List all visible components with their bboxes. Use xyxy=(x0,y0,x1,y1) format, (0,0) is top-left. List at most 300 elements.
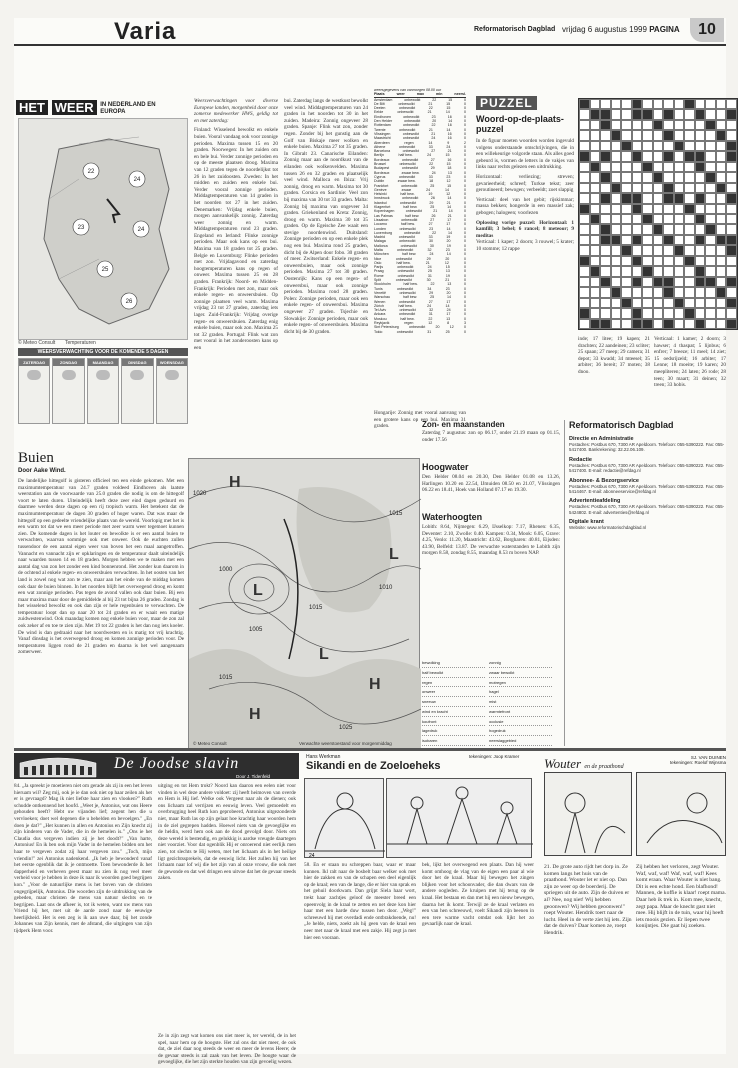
crossword-cell[interactable] xyxy=(716,256,727,266)
crossword-cell[interactable] xyxy=(726,256,737,266)
crossword-cell[interactable] xyxy=(695,99,706,109)
crossword-cell[interactable] xyxy=(590,277,601,287)
crossword-cell[interactable] xyxy=(653,120,664,130)
crossword-cell[interactable] xyxy=(632,109,643,119)
crossword-cell[interactable] xyxy=(663,99,674,109)
crossword-cell[interactable] xyxy=(621,256,632,266)
crossword-cell[interactable] xyxy=(674,308,685,318)
crossword-cell[interactable] xyxy=(600,193,611,203)
crossword-cell[interactable] xyxy=(653,172,664,182)
crossword-cell[interactable] xyxy=(579,266,590,276)
crossword-cell[interactable] xyxy=(726,308,737,318)
crossword-cell[interactable] xyxy=(600,235,611,245)
crossword-cell[interactable] xyxy=(590,120,601,130)
crossword-cell[interactable] xyxy=(600,224,611,234)
crossword-cell[interactable] xyxy=(621,141,632,151)
crossword-cell[interactable] xyxy=(632,120,643,130)
crossword-cell[interactable] xyxy=(632,308,643,318)
crossword-cell[interactable] xyxy=(695,151,706,161)
crossword-cell[interactable] xyxy=(663,183,674,193)
crossword-cell[interactable] xyxy=(579,277,590,287)
crossword-cell[interactable] xyxy=(642,235,653,245)
crossword-cell[interactable] xyxy=(716,224,727,234)
crossword-cell[interactable] xyxy=(611,120,622,130)
crossword-cell[interactable] xyxy=(674,183,685,193)
crossword-cell[interactable] xyxy=(716,120,727,130)
crossword-cell[interactable] xyxy=(663,172,674,182)
crossword-cell[interactable] xyxy=(642,162,653,172)
crossword-cell[interactable] xyxy=(695,245,706,255)
crossword-cell[interactable] xyxy=(590,235,601,245)
crossword-cell[interactable] xyxy=(705,99,716,109)
crossword-cell[interactable] xyxy=(695,308,706,318)
crossword-cell[interactable] xyxy=(642,298,653,308)
crossword-cell[interactable] xyxy=(663,287,674,297)
crossword-cell[interactable] xyxy=(705,298,716,308)
crossword-cell[interactable] xyxy=(663,162,674,172)
crossword-cell[interactable] xyxy=(611,214,622,224)
crossword-cell[interactable] xyxy=(632,224,643,234)
crossword-cell[interactable] xyxy=(653,109,664,119)
crossword-cell[interactable] xyxy=(611,298,622,308)
crossword-cell[interactable] xyxy=(716,245,727,255)
crossword-cell[interactable] xyxy=(579,99,590,109)
crossword-cell[interactable] xyxy=(726,130,737,140)
crossword-cell[interactable] xyxy=(716,141,727,151)
crossword-cell[interactable] xyxy=(600,204,611,214)
crossword-cell[interactable] xyxy=(611,204,622,214)
crossword-cell[interactable] xyxy=(684,308,695,318)
crossword-cell[interactable] xyxy=(632,204,643,214)
crossword-cell[interactable] xyxy=(621,193,632,203)
crossword-cell[interactable] xyxy=(674,130,685,140)
crossword-cell[interactable] xyxy=(653,298,664,308)
crossword-cell[interactable] xyxy=(705,204,716,214)
crossword-cell[interactable] xyxy=(632,162,643,172)
crossword-cell[interactable] xyxy=(684,109,695,119)
crossword-cell[interactable] xyxy=(674,224,685,234)
crossword-cell[interactable] xyxy=(611,235,622,245)
crossword-cell[interactable] xyxy=(653,235,664,245)
crossword-cell[interactable] xyxy=(684,193,695,203)
crossword-cell[interactable] xyxy=(632,151,643,161)
crossword-grid[interactable] xyxy=(578,98,738,330)
crossword-cell[interactable] xyxy=(579,224,590,234)
crossword-cell[interactable] xyxy=(716,266,727,276)
crossword-cell[interactable] xyxy=(716,162,727,172)
crossword-cell[interactable] xyxy=(579,151,590,161)
crossword-cell[interactable] xyxy=(684,298,695,308)
crossword-cell[interactable] xyxy=(632,183,643,193)
crossword-cell[interactable] xyxy=(621,277,632,287)
crossword-cell[interactable] xyxy=(684,141,695,151)
crossword-cell[interactable] xyxy=(674,256,685,266)
crossword-cell[interactable] xyxy=(663,245,674,255)
crossword-cell[interactable] xyxy=(611,277,622,287)
crossword-cell[interactable] xyxy=(632,256,643,266)
crossword-cell[interactable] xyxy=(695,130,706,140)
crossword-cell[interactable] xyxy=(695,172,706,182)
crossword-cell[interactable] xyxy=(632,193,643,203)
crossword-cell[interactable] xyxy=(684,266,695,276)
crossword-cell[interactable] xyxy=(600,277,611,287)
crossword-cell[interactable] xyxy=(684,319,695,329)
crossword-cell[interactable] xyxy=(726,277,737,287)
crossword-cell[interactable] xyxy=(611,99,622,109)
crossword-cell[interactable] xyxy=(705,151,716,161)
crossword-cell[interactable] xyxy=(695,141,706,151)
crossword-cell[interactable] xyxy=(611,245,622,255)
crossword-cell[interactable] xyxy=(653,99,664,109)
crossword-cell[interactable] xyxy=(632,245,643,255)
crossword-cell[interactable] xyxy=(642,266,653,276)
crossword-cell[interactable] xyxy=(611,151,622,161)
crossword-cell[interactable] xyxy=(726,172,737,182)
crossword-cell[interactable] xyxy=(663,298,674,308)
crossword-cell[interactable] xyxy=(695,183,706,193)
crossword-cell[interactable] xyxy=(590,308,601,318)
crossword-cell[interactable] xyxy=(663,151,674,161)
crossword-cell[interactable] xyxy=(590,204,601,214)
crossword-cell[interactable] xyxy=(705,193,716,203)
crossword-cell[interactable] xyxy=(684,172,695,182)
crossword-cell[interactable] xyxy=(590,266,601,276)
crossword-cell[interactable] xyxy=(716,214,727,224)
crossword-cell[interactable] xyxy=(684,235,695,245)
crossword-cell[interactable] xyxy=(674,245,685,255)
crossword-cell[interactable] xyxy=(663,109,674,119)
crossword-cell[interactable] xyxy=(726,235,737,245)
crossword-cell[interactable] xyxy=(600,183,611,193)
crossword-cell[interactable] xyxy=(621,130,632,140)
crossword-cell[interactable] xyxy=(705,130,716,140)
crossword-cell[interactable] xyxy=(621,172,632,182)
crossword-cell[interactable] xyxy=(726,224,737,234)
crossword-cell[interactable] xyxy=(674,141,685,151)
crossword-cell[interactable] xyxy=(726,204,737,214)
crossword-cell[interactable] xyxy=(642,99,653,109)
crossword-cell[interactable] xyxy=(621,308,632,318)
crossword-cell[interactable] xyxy=(579,298,590,308)
crossword-cell[interactable] xyxy=(684,204,695,214)
crossword-cell[interactable] xyxy=(621,298,632,308)
crossword-cell[interactable] xyxy=(621,214,632,224)
crossword-cell[interactable] xyxy=(579,141,590,151)
crossword-cell[interactable] xyxy=(600,120,611,130)
crossword-cell[interactable] xyxy=(579,245,590,255)
crossword-cell[interactable] xyxy=(674,214,685,224)
crossword-cell[interactable] xyxy=(705,109,716,119)
crossword-cell[interactable] xyxy=(642,109,653,119)
crossword-cell[interactable] xyxy=(705,266,716,276)
crossword-cell[interactable] xyxy=(600,109,611,119)
crossword-cell[interactable] xyxy=(726,183,737,193)
crossword-cell[interactable] xyxy=(621,109,632,119)
crossword-cell[interactable] xyxy=(695,109,706,119)
crossword-cell[interactable] xyxy=(632,298,643,308)
crossword-cell[interactable] xyxy=(642,141,653,151)
crossword-cell[interactable] xyxy=(705,287,716,297)
crossword-cell[interactable] xyxy=(653,193,664,203)
crossword-cell[interactable] xyxy=(600,287,611,297)
crossword-cell[interactable] xyxy=(621,224,632,234)
crossword-cell[interactable] xyxy=(590,130,601,140)
crossword-cell[interactable] xyxy=(653,151,664,161)
crossword-cell[interactable] xyxy=(579,162,590,172)
crossword-cell[interactable] xyxy=(611,266,622,276)
crossword-cell[interactable] xyxy=(632,214,643,224)
crossword-cell[interactable] xyxy=(674,277,685,287)
crossword-cell[interactable] xyxy=(695,120,706,130)
crossword-cell[interactable] xyxy=(611,256,622,266)
crossword-cell[interactable] xyxy=(705,256,716,266)
crossword-cell[interactable] xyxy=(590,141,601,151)
crossword-cell[interactable] xyxy=(684,151,695,161)
crossword-cell[interactable] xyxy=(600,256,611,266)
crossword-cell[interactable] xyxy=(684,287,695,297)
crossword-cell[interactable] xyxy=(590,256,601,266)
crossword-cell[interactable] xyxy=(642,277,653,287)
crossword-cell[interactable] xyxy=(663,120,674,130)
crossword-cell[interactable] xyxy=(611,130,622,140)
crossword-cell[interactable] xyxy=(716,109,727,119)
crossword-cell[interactable] xyxy=(726,193,737,203)
crossword-cell[interactable] xyxy=(684,99,695,109)
crossword-cell[interactable] xyxy=(642,120,653,130)
crossword-cell[interactable] xyxy=(579,214,590,224)
crossword-cell[interactable] xyxy=(632,172,643,182)
crossword-cell[interactable] xyxy=(705,235,716,245)
crossword-cell[interactable] xyxy=(726,214,737,224)
crossword-cell[interactable] xyxy=(642,183,653,193)
crossword-cell[interactable] xyxy=(695,193,706,203)
crossword-cell[interactable] xyxy=(663,319,674,329)
crossword-cell[interactable] xyxy=(600,151,611,161)
crossword-cell[interactable] xyxy=(684,224,695,234)
crossword-cell[interactable] xyxy=(611,162,622,172)
crossword-cell[interactable] xyxy=(684,162,695,172)
crossword-cell[interactable] xyxy=(705,224,716,234)
crossword-cell[interactable] xyxy=(716,193,727,203)
crossword-cell[interactable] xyxy=(674,319,685,329)
crossword-cell[interactable] xyxy=(663,266,674,276)
crossword-cell[interactable] xyxy=(663,193,674,203)
crossword-cell[interactable] xyxy=(590,245,601,255)
crossword-cell[interactable] xyxy=(632,266,643,276)
crossword-cell[interactable] xyxy=(600,130,611,140)
crossword-cell[interactable] xyxy=(716,151,727,161)
crossword-cell[interactable] xyxy=(590,109,601,119)
crossword-cell[interactable] xyxy=(684,120,695,130)
crossword-cell[interactable] xyxy=(716,130,727,140)
crossword-cell[interactable] xyxy=(726,141,737,151)
crossword-cell[interactable] xyxy=(716,204,727,214)
crossword-cell[interactable] xyxy=(663,235,674,245)
crossword-cell[interactable] xyxy=(611,287,622,297)
crossword-cell[interactable] xyxy=(705,308,716,318)
crossword-cell[interactable] xyxy=(579,193,590,203)
crossword-cell[interactable] xyxy=(590,172,601,182)
crossword-cell[interactable] xyxy=(611,109,622,119)
crossword-cell[interactable] xyxy=(695,235,706,245)
crossword-cell[interactable] xyxy=(590,214,601,224)
crossword-cell[interactable] xyxy=(695,162,706,172)
crossword-cell[interactable] xyxy=(716,287,727,297)
crossword-cell[interactable] xyxy=(695,319,706,329)
crossword-cell[interactable] xyxy=(674,99,685,109)
crossword-cell[interactable] xyxy=(726,120,737,130)
crossword-cell[interactable] xyxy=(653,256,664,266)
crossword-cell[interactable] xyxy=(590,319,601,329)
crossword-cell[interactable] xyxy=(705,120,716,130)
crossword-cell[interactable] xyxy=(653,183,664,193)
crossword-cell[interactable] xyxy=(621,245,632,255)
crossword-cell[interactable] xyxy=(579,204,590,214)
crossword-cell[interactable] xyxy=(716,298,727,308)
crossword-cell[interactable] xyxy=(716,277,727,287)
crossword-cell[interactable] xyxy=(674,204,685,214)
crossword-cell[interactable] xyxy=(642,256,653,266)
crossword-cell[interactable] xyxy=(716,308,727,318)
crossword-cell[interactable] xyxy=(674,109,685,119)
crossword-cell[interactable] xyxy=(590,193,601,203)
crossword-cell[interactable] xyxy=(590,151,601,161)
crossword-cell[interactable] xyxy=(695,287,706,297)
crossword-cell[interactable] xyxy=(705,245,716,255)
crossword-cell[interactable] xyxy=(663,308,674,318)
crossword-cell[interactable] xyxy=(590,99,601,109)
crossword-cell[interactable] xyxy=(653,319,664,329)
crossword-cell[interactable] xyxy=(695,256,706,266)
crossword-cell[interactable] xyxy=(611,141,622,151)
crossword-cell[interactable] xyxy=(579,308,590,318)
crossword-cell[interactable] xyxy=(663,141,674,151)
crossword-cell[interactable] xyxy=(663,224,674,234)
crossword-cell[interactable] xyxy=(684,214,695,224)
crossword-cell[interactable] xyxy=(642,193,653,203)
crossword-cell[interactable] xyxy=(600,162,611,172)
crossword-cell[interactable] xyxy=(642,245,653,255)
crossword-cell[interactable] xyxy=(653,224,664,234)
crossword-cell[interactable] xyxy=(705,141,716,151)
crossword-cell[interactable] xyxy=(600,298,611,308)
crossword-cell[interactable] xyxy=(674,151,685,161)
crossword-cell[interactable] xyxy=(632,277,643,287)
crossword-cell[interactable] xyxy=(653,287,664,297)
crossword-cell[interactable] xyxy=(705,162,716,172)
crossword-cell[interactable] xyxy=(642,287,653,297)
crossword-cell[interactable] xyxy=(579,130,590,140)
crossword-cell[interactable] xyxy=(579,120,590,130)
crossword-cell[interactable] xyxy=(611,308,622,318)
crossword-cell[interactable] xyxy=(674,172,685,182)
crossword-cell[interactable] xyxy=(611,172,622,182)
crossword-cell[interactable] xyxy=(726,109,737,119)
crossword-cell[interactable] xyxy=(642,224,653,234)
crossword-cell[interactable] xyxy=(600,266,611,276)
crossword-cell[interactable] xyxy=(705,277,716,287)
crossword-cell[interactable] xyxy=(579,172,590,182)
crossword-cell[interactable] xyxy=(632,235,643,245)
crossword-cell[interactable] xyxy=(621,162,632,172)
crossword-cell[interactable] xyxy=(653,130,664,140)
crossword-cell[interactable] xyxy=(590,298,601,308)
crossword-cell[interactable] xyxy=(611,193,622,203)
crossword-cell[interactable] xyxy=(726,245,737,255)
crossword-cell[interactable] xyxy=(726,151,737,161)
crossword-cell[interactable] xyxy=(726,319,737,329)
crossword-cell[interactable] xyxy=(695,298,706,308)
crossword-cell[interactable] xyxy=(684,256,695,266)
crossword-cell[interactable] xyxy=(695,277,706,287)
crossword-cell[interactable] xyxy=(663,256,674,266)
crossword-cell[interactable] xyxy=(621,120,632,130)
crossword-cell[interactable] xyxy=(653,141,664,151)
crossword-cell[interactable] xyxy=(579,109,590,119)
crossword-cell[interactable] xyxy=(600,99,611,109)
crossword-cell[interactable] xyxy=(705,183,716,193)
crossword-cell[interactable] xyxy=(663,204,674,214)
crossword-cell[interactable] xyxy=(621,99,632,109)
crossword-cell[interactable] xyxy=(600,172,611,182)
crossword-cell[interactable] xyxy=(642,319,653,329)
crossword-cell[interactable] xyxy=(611,224,622,234)
crossword-cell[interactable] xyxy=(632,287,643,297)
crossword-cell[interactable] xyxy=(653,266,664,276)
crossword-cell[interactable] xyxy=(695,204,706,214)
crossword-cell[interactable] xyxy=(590,162,601,172)
crossword-cell[interactable] xyxy=(695,214,706,224)
crossword-cell[interactable] xyxy=(642,130,653,140)
crossword-cell[interactable] xyxy=(716,183,727,193)
crossword-cell[interactable] xyxy=(705,214,716,224)
crossword-cell[interactable] xyxy=(579,287,590,297)
crossword-cell[interactable] xyxy=(726,298,737,308)
crossword-cell[interactable] xyxy=(590,287,601,297)
crossword-cell[interactable] xyxy=(663,130,674,140)
crossword-cell[interactable] xyxy=(663,214,674,224)
crossword-cell[interactable] xyxy=(579,183,590,193)
crossword-cell[interactable] xyxy=(653,308,664,318)
crossword-cell[interactable] xyxy=(621,319,632,329)
crossword-cell[interactable] xyxy=(632,141,643,151)
crossword-cell[interactable] xyxy=(642,308,653,318)
crossword-cell[interactable] xyxy=(579,256,590,266)
crossword-cell[interactable] xyxy=(674,162,685,172)
crossword-cell[interactable] xyxy=(716,172,727,182)
crossword-cell[interactable] xyxy=(674,298,685,308)
crossword-cell[interactable] xyxy=(632,99,643,109)
crossword-cell[interactable] xyxy=(600,214,611,224)
crossword-cell[interactable] xyxy=(674,266,685,276)
crossword-cell[interactable] xyxy=(600,319,611,329)
crossword-cell[interactable] xyxy=(684,183,695,193)
crossword-cell[interactable] xyxy=(579,319,590,329)
crossword-cell[interactable] xyxy=(611,319,622,329)
crossword-cell[interactable] xyxy=(674,193,685,203)
crossword-cell[interactable] xyxy=(684,245,695,255)
crossword-cell[interactable] xyxy=(653,245,664,255)
crossword-cell[interactable] xyxy=(600,308,611,318)
crossword-cell[interactable] xyxy=(642,204,653,214)
crossword-cell[interactable] xyxy=(653,204,664,214)
colophon-text[interactable]: Website: www.reformatorischdagblad.nl xyxy=(569,525,647,531)
crossword-cell[interactable] xyxy=(684,277,695,287)
crossword-cell[interactable] xyxy=(674,287,685,297)
crossword-cell[interactable] xyxy=(716,99,727,109)
crossword-cell[interactable] xyxy=(653,214,664,224)
crossword-cell[interactable] xyxy=(726,99,737,109)
